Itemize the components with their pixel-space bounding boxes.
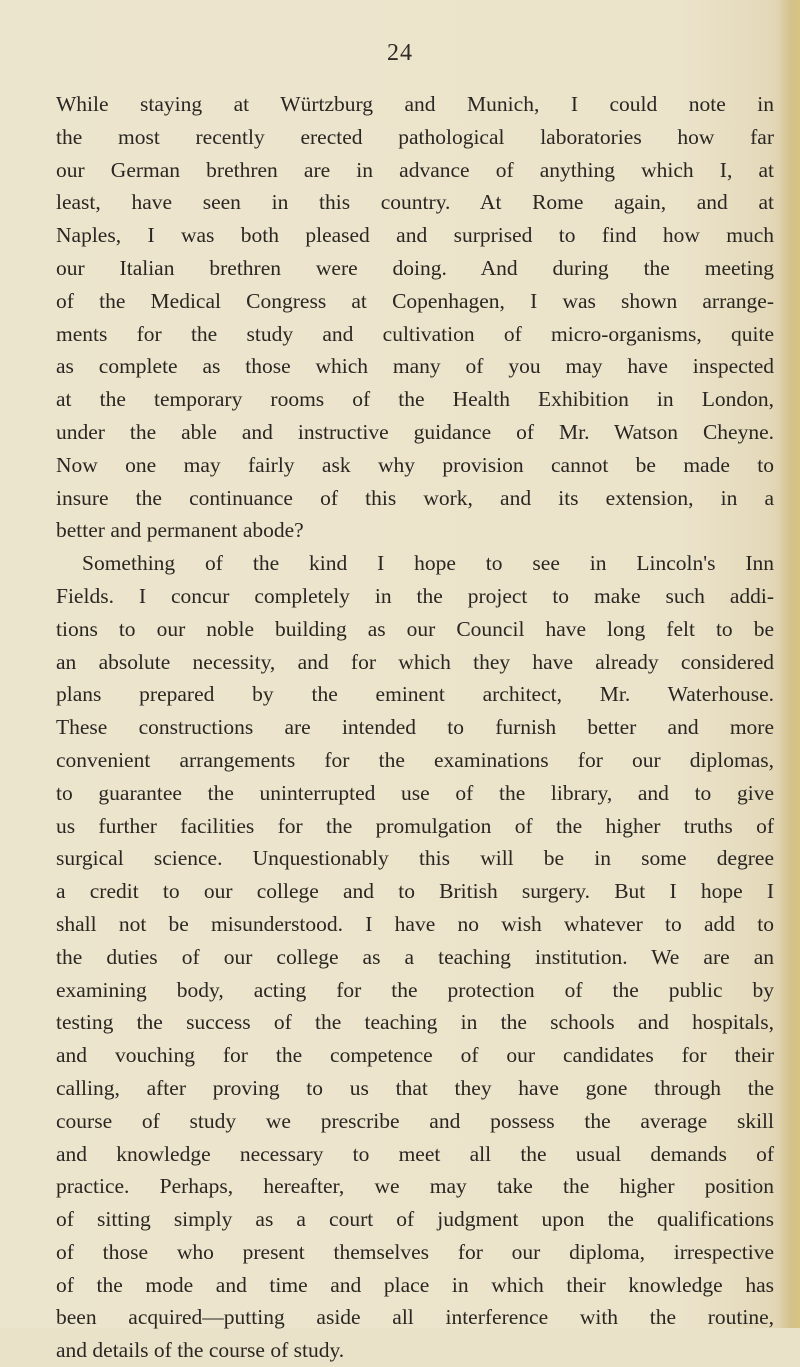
text-line: and knowledge necessary to meet all the usual demands of bbox=[56, 1141, 774, 1166]
text-line: the most recently erected pathological laboratories how far bbox=[56, 124, 774, 149]
text-line: us further facilities for the promulgation of the higher truths of bbox=[56, 813, 774, 838]
page-edge-shadow bbox=[778, 0, 800, 1328]
text-line: testing the success of the teaching in the schools and hospitals, bbox=[56, 1010, 774, 1035]
page-number: 24 bbox=[387, 40, 413, 66]
text-line: convenient arrangements for the examinations for our diplomas, bbox=[56, 747, 774, 772]
text-line: ments for the study and cultivation of micro-organisms, quite bbox=[56, 321, 774, 346]
text-line: better and permanent abode? bbox=[56, 518, 304, 543]
text-line: Fields. I concur completely in the project to make such addi- bbox=[56, 583, 774, 608]
text-line: While staying at Würtzburg and Munich, I could note in bbox=[56, 92, 774, 116]
text-line: an absolute necessity, and for which they have already considered bbox=[56, 649, 774, 674]
text-line: Now one may fairly ask why provision cannot be made to bbox=[56, 452, 774, 477]
text-line: course of study we prescribe and possess the average skill bbox=[56, 1108, 774, 1133]
text-line: least, have seen in this country. At Rome again, and at bbox=[56, 190, 774, 215]
text-line: a credit to our college and to British surgery. But I hope I bbox=[56, 879, 774, 904]
text-line: tions to our noble building as our Council have long felt to be bbox=[56, 616, 774, 641]
body-text bbox=[56, 88, 774, 1367]
text-line: Naples, I was both pleased and surprised to find how much bbox=[56, 223, 774, 248]
text-line: Something of the kind I hope to see in Lincoln's Inn bbox=[82, 551, 774, 576]
text-line: insure the continuance of this work, and its extension, in a bbox=[56, 485, 774, 510]
text-line: at the temporary rooms of the Health Exhibition in London, bbox=[56, 387, 774, 412]
text-line: These constructions are intended to furnish better and more bbox=[56, 715, 774, 740]
text-line: practice. Perhaps, hereafter, we may take the higher position bbox=[56, 1174, 774, 1199]
text-line: the duties of our college as a teaching institution. We are an bbox=[56, 944, 774, 969]
text-line: of sitting simply as a court of judgment upon the qualifications bbox=[56, 1207, 774, 1232]
text-line: as complete as those which many of you may have inspected bbox=[56, 354, 774, 379]
text-line: to guarantee the uninterrupted use of the library, and to give bbox=[56, 780, 774, 805]
text-line: of the mode and time and place in which their knowledge has bbox=[56, 1272, 774, 1297]
text-line: our Italian brethren were doing. And during the meeting bbox=[56, 255, 774, 280]
text-line: of those who present themselves for our diploma, irrespective bbox=[56, 1239, 774, 1264]
text-line: been acquired—putting aside all interference with the routine, bbox=[56, 1305, 774, 1330]
text-line: examining body, acting for the protection of the public by bbox=[56, 977, 774, 1002]
text-line: of the Medical Congress at Copenhagen, I was shown arrange- bbox=[56, 288, 774, 313]
text-line: shall not be misunderstood. I have no wish whatever to add to bbox=[56, 911, 774, 936]
text-line: under the able and instructive guidance of Mr. Watson Cheyne. bbox=[56, 419, 774, 444]
text-line: our German brethren are in advance of anything which I, at bbox=[56, 157, 774, 182]
text-line: and details of the course of study. bbox=[56, 1338, 345, 1363]
text-line: calling, after proving to us that they have gone through the bbox=[56, 1075, 774, 1100]
text-line: plans prepared by the eminent architect, Mr. Waterhouse. bbox=[56, 682, 774, 707]
text-line: and vouching for the competence of our candidates for their bbox=[56, 1043, 774, 1068]
text-line: surgical science. Unquestionably this will be in some degree bbox=[56, 846, 774, 871]
